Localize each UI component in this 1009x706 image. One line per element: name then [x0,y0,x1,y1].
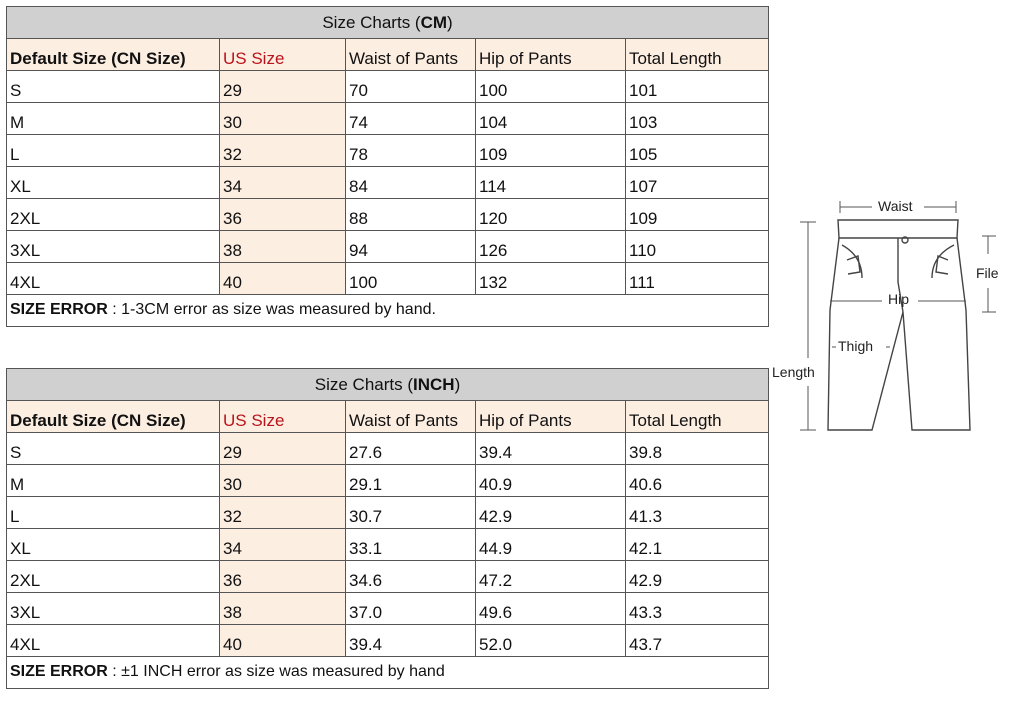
table-cell: 36 [220,199,346,231]
table-cell: 29 [220,71,346,103]
header-hip: Hip of Pants [476,401,626,433]
header-us-size: US Size [220,401,346,433]
table-cell: 70 [346,71,476,103]
table-row [7,497,769,529]
table-cell: 88 [346,199,476,231]
table-cell: 27.6 [346,433,476,465]
table-cell: 49.6 [476,593,626,625]
table-cell: 4XL [7,263,220,295]
table-row [7,263,769,295]
table-cell: 34 [220,167,346,199]
pants-measurement-diagram [770,190,1002,440]
table-cell: 111 [626,263,769,295]
table-row [7,465,769,497]
table-row [7,433,769,465]
header-cn-size: Default Size (CN Size) [7,401,220,433]
table-row [7,199,769,231]
header-cn-size: Default Size (CN Size) [7,39,220,71]
table-cell: 126 [476,231,626,263]
table-cell: 42.1 [626,529,769,561]
table-cell: 37.0 [346,593,476,625]
table-cell: 41.3 [626,497,769,529]
table-row [7,625,769,657]
file-label: File [976,265,999,281]
waistband-shape [838,220,958,238]
table-row [7,167,769,199]
size-chart-cm-table [6,6,769,327]
table-title-row [7,369,769,401]
length-label: Length [772,364,815,380]
header-length: Total Length [626,401,769,433]
table-row [7,529,769,561]
table-cell: 120 [476,199,626,231]
table-cell: M [7,103,220,135]
table-cell: 33.1 [346,529,476,561]
size-error-note: SIZE ERROR : 1-3CM error as size was measured by hand. [7,295,769,327]
table-cell: 39.8 [626,433,769,465]
table-cell: 34.6 [346,561,476,593]
table-cell: 3XL [7,593,220,625]
size-error-note: SIZE ERROR : ±1 INCH error as size was measured by hand [7,657,769,689]
table-cell: 43.3 [626,593,769,625]
table-cell: 32 [220,135,346,167]
table-cell: 101 [626,71,769,103]
table-cell: 29 [220,433,346,465]
table-cell: 32 [220,497,346,529]
table-cell: 52.0 [476,625,626,657]
thigh-label: Thigh [838,338,874,354]
table-cell: 30 [220,103,346,135]
table-cell: 103 [626,103,769,135]
table-cell: 2XL [7,199,220,231]
pants-outline-shape [828,238,970,430]
table-cell: 42.9 [476,497,626,529]
header-hip: Hip of Pants [476,39,626,71]
table-cell: L [7,497,220,529]
table-cell: L [7,135,220,167]
table-cell: 100 [476,71,626,103]
table-cell: XL [7,167,220,199]
table-cell: 39.4 [476,433,626,465]
table-row [7,135,769,167]
table-cell: 29.1 [346,465,476,497]
table-cell: 107 [626,167,769,199]
table-cell: S [7,433,220,465]
table-cell: 109 [626,199,769,231]
header-row [7,39,769,71]
table-cell: 4XL [7,625,220,657]
table-cell: XL [7,529,220,561]
table-cell: 84 [346,167,476,199]
table-cell: 132 [476,263,626,295]
table-cell: 114 [476,167,626,199]
table-row [7,71,769,103]
table-cell: 3XL [7,231,220,263]
table-cell: 109 [476,135,626,167]
table-cell: 94 [346,231,476,263]
table-row [7,561,769,593]
table-cell: 30 [220,465,346,497]
table-cell: M [7,465,220,497]
table-cell: 74 [346,103,476,135]
size-error-row [7,295,769,327]
header-row [7,401,769,433]
table-title: Size Charts (INCH) [7,369,769,401]
table-title-row [7,7,769,39]
waist-label: Waist [878,198,913,214]
table-cell: 30.7 [346,497,476,529]
table-cell: 78 [346,135,476,167]
table-row [7,231,769,263]
table-cell: 42.9 [626,561,769,593]
table-cell: 40.6 [626,465,769,497]
table-cell: 44.9 [476,529,626,561]
table-cell: 40 [220,625,346,657]
table-cell: 40.9 [476,465,626,497]
table-cell: 2XL [7,561,220,593]
table-cell: 47.2 [476,561,626,593]
table-cell: 38 [220,593,346,625]
table-title: Size Charts (CM) [7,7,769,39]
table-row [7,593,769,625]
hip-label: Hip [888,291,910,307]
table-cell: 38 [220,231,346,263]
table-cell: 43.7 [626,625,769,657]
table-cell: 39.4 [346,625,476,657]
table-cell: 104 [476,103,626,135]
header-waist: Waist of Pants [346,401,476,433]
table-cell: 34 [220,529,346,561]
table-cell: 105 [626,135,769,167]
table-cell: 110 [626,231,769,263]
table-cell: 100 [346,263,476,295]
table-cell: 36 [220,561,346,593]
left-coin-pocket-shape [847,256,860,274]
right-coin-pocket-shape [936,256,948,274]
table-row [7,103,769,135]
header-length: Total Length [626,39,769,71]
size-error-row [7,657,769,689]
header-waist: Waist of Pants [346,39,476,71]
table-cell: 40 [220,263,346,295]
header-us-size: US Size [220,39,346,71]
size-chart-inch-table [6,368,769,689]
table-cell: S [7,71,220,103]
